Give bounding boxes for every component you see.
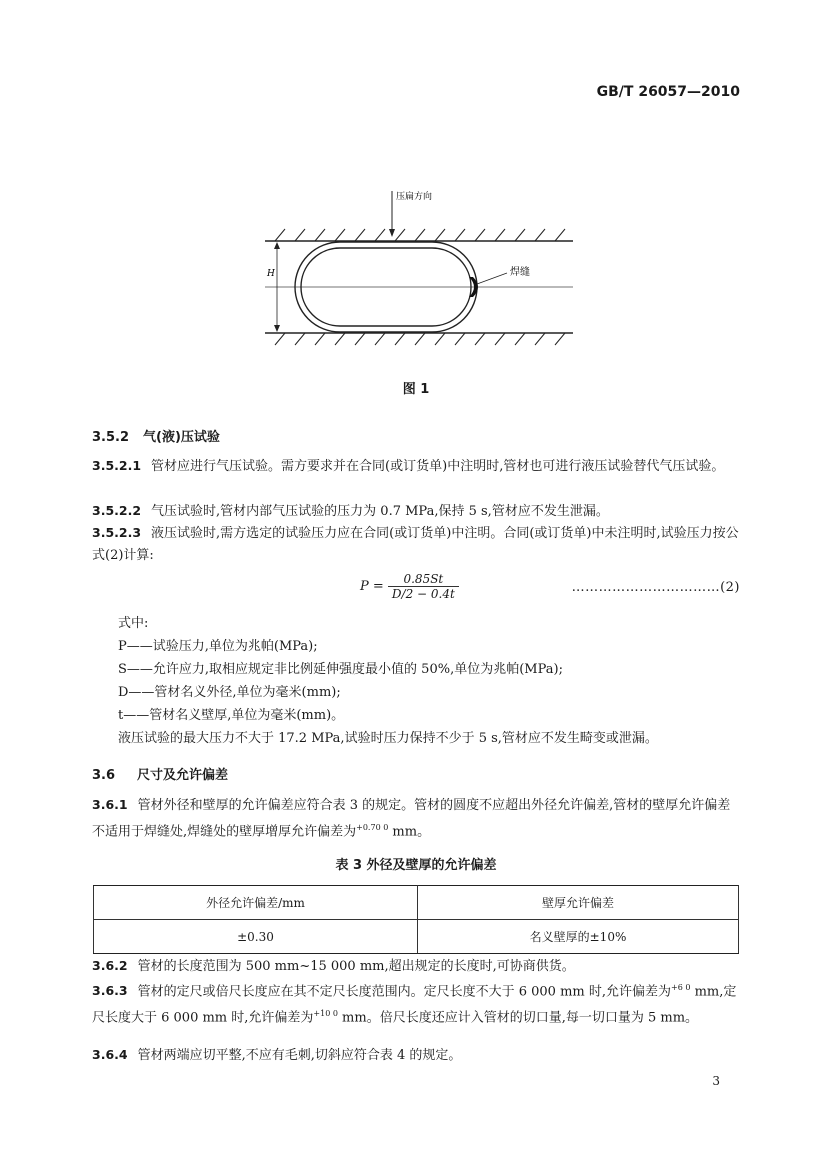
formula-lhs: P = — [360, 579, 384, 594]
clause-number: 3.6.1 — [92, 797, 128, 812]
bottom-plate-hatching — [275, 333, 565, 345]
clause-number: 3.6.3 — [92, 983, 128, 999]
standard-number: GB/T 26057—2010 — [596, 84, 740, 100]
clause-3-6-2 — [92, 955, 740, 978]
formula-fraction — [388, 572, 459, 601]
formula-2 — [360, 572, 490, 601]
clause-text: 管材应进行气压试验。需方要求并在合同(或订货单)中注明时,管材也可进行液压试验替代气压试验。 — [151, 459, 725, 474]
section-title: 尺寸及允许偏差 — [137, 768, 229, 783]
weld-thickness-tolerance: +0.70 0 — [356, 823, 389, 832]
clause-text: 管材的长度范围为 500 mm~15 000 mm,超出规定的长度时,可协商供货。 — [137, 959, 575, 974]
section-title: 气(液)压试验 — [143, 430, 220, 445]
table-3-caption: 表 3 外径及壁厚的允许偏差 — [335, 858, 497, 873]
clause-3-5-2-3 — [92, 522, 740, 567]
section-3-6 — [92, 764, 228, 783]
clause-number: 3.5.2.2 — [92, 503, 142, 518]
section-number: 3.6 — [92, 768, 116, 783]
fixed-length-tolerance-b: +10 0 — [313, 1009, 338, 1019]
cell-od-tolerance: ±0.30 — [94, 920, 418, 954]
cell-wall-tolerance: 名义壁厚的±10% — [418, 920, 739, 954]
symbol-s: S——允许应力,取相应规定非比例延伸强度最小值的 50%,单位为兆帕(MPa); — [118, 662, 563, 677]
clause-3-5-2-1 — [92, 455, 740, 478]
header-od-tolerance: 外径允许偏差/mm — [94, 886, 418, 920]
section-number: 3.5.2 — [92, 430, 130, 445]
table-row — [94, 920, 739, 954]
pressure-direction-label: 压扁方向 — [396, 192, 433, 202]
formula-denominator: D/2 − 0.4t — [391, 587, 455, 601]
table-header-row — [94, 886, 739, 920]
top-plate-hatching — [275, 229, 565, 241]
clause-3-6-1: 3.6.1 管材外径和壁厚的允许偏差应符合表 3 的规定。管材的圆度不应超出外径允许偏差,管材的壁厚允许偏差不适用于焊缝处,焊缝处的壁厚增厚允许偏差为$^{+0.70 0}$ mm。 — [92, 797, 731, 840]
clause-number: 3.6.2 — [92, 958, 128, 973]
page-number: 3 — [712, 1074, 720, 1088]
clause-3-6-3: 3.6.3 管材的定尺或倍尺长度应在其不定尺长度范围内。定尺长度不大于 6 000 mm 时,允许偏差为$^{+6 0}$ mm,定尺长度大于 6 000 mm 时,允许偏差为$^{+10 0}$ mm。倍尺长度还应计入管材的切口量,每一切口量为 5 mm。 — [92, 983, 737, 1026]
header-wall-tolerance: 壁厚允许偏差 — [418, 886, 739, 920]
weld-label: 焊缝 — [510, 267, 530, 278]
symbol-p: P——试验压力,单位为兆帕(MPa); — [118, 639, 318, 654]
clause-number: 3.5.2.1 — [92, 458, 142, 473]
clause-3-5-2-2 — [92, 500, 740, 523]
clause-number: 3.5.2.3 — [92, 525, 142, 540]
clause-number: 3.6.4 — [92, 1047, 128, 1062]
height-label: H — [267, 269, 275, 279]
clause-text: 液压试验时,需方选定的试验压力应在合同(或订货单)中注明。合同(或订货单)中未注明时,试验压力按公式(2)计算: — [92, 526, 739, 563]
fixed-length-tolerance-a: +6 0 — [671, 983, 691, 992]
clause-text: 管材两端应切平整,不应有毛刺,切斜应符合表 4 的规定。 — [137, 1048, 462, 1063]
section-3-5-2 — [92, 426, 220, 445]
formula-number: ……………………………(2) — [571, 580, 740, 595]
figure-caption: 图 1 — [402, 382, 430, 397]
formula-numerator: 0.85St — [388, 572, 459, 587]
symbol-d: D——管材名义外径,单位为毫米(mm); — [118, 685, 341, 700]
formula-symbols — [118, 612, 738, 750]
flattening-test-figure — [255, 185, 585, 355]
symbol-t: t——管材名义壁厚,单位为毫米(mm)。 — [118, 708, 345, 723]
table-3 — [93, 885, 739, 954]
formula-where-intro: 式中: — [118, 616, 149, 631]
clause-text: 管材外径和壁厚的允许偏差应符合表 3 的规定。管材的圆度不应超出外径允许偏差,管材的壁厚允许偏差不适用于焊缝处,焊缝处的壁厚增厚允许偏差为 — [92, 798, 731, 840]
clause-text: 气压试验时,管材内部气压试验的压力为 0.7 MPa,保持 5 s,管材应不发生泄漏。 — [151, 504, 609, 519]
clause-3-6-4 — [92, 1044, 740, 1067]
hydraulic-test-note: 液压试验的最大压力不大于 17.2 MPa,试验时压力保持不少于 5 s,管材应不发生畸变或泄漏。 — [118, 731, 658, 746]
